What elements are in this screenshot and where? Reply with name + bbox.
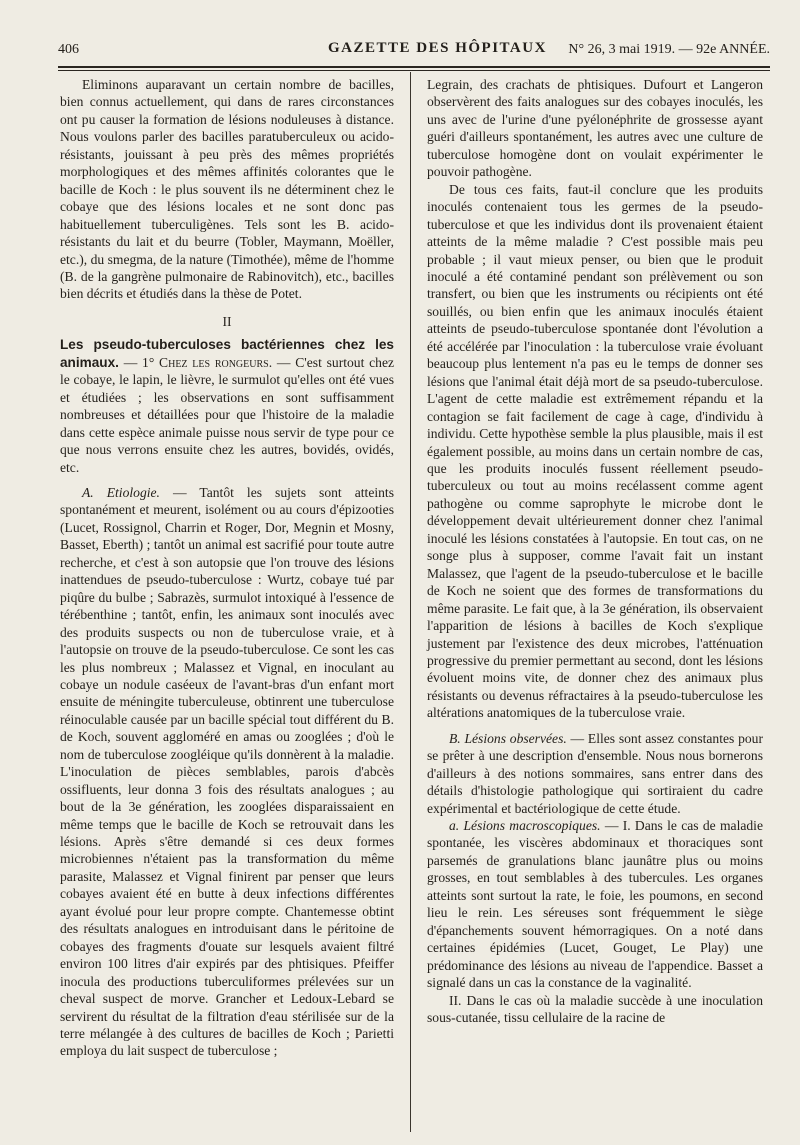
column-divider (410, 72, 411, 1132)
page-number: 406 (58, 42, 79, 57)
etiology-paragraph: A. Etiologie. — Tantôt les sujets sont atteints spontanément et meurent, isolément ou au cours d'épizooties (Lucet, Rossignol, Charrin et Roger, Dor, Megnin et Mosny, Basset, Eberth) ; tantôt un animal est sacrifié pour toute autre recherche, et c'est à son autopsie que l'on trouve des lésions inattendues de pseudo-tuberculose : Wurtz, cobaye tué par piqûre du bulbe ; Sabrazès, surmulot intoxiqué à l'essence de térébenthine ; tantôt, enfin, les animaux sont inoculés avec des produits suspects ou non de tuberculose vraie, et à l'autopsie on trouve de la pseudo-tuberculose. Ce sont les cas les plus nombreux ; Malassez et Vignal, en inoculant au cobaye un nodule caséeux de l'avant-bras d'un enfant mort ensuite de méningite tuberculeuse, obtinrent une tuberculose réinoculable causée par un bacille spécial tout différent du B. de Koch, souvent aggloméré en amas ou zooglées ; d'où le nom de tuberculose zoogléique qu'ils donnèrent à la maladie. L'inoculation de pièces semblables, parois d'abcès ossifluents, leur donna 3 fois des résultats analogues ; au bout de la 3e génération, les zooglées disparaissaient en même temps que le bacille de Koch se retrouvait dans les lésions. Après s'être demandé si ces deux formes microbiennes n'étaient pas la transformation du même parasite, Malassez et Vignal finirent par penser que leurs cobayes avaient été en butte à deux infections différentes ayant évolué pour leur propre compte. Chantemesse obtint des résultats analogues en introduisant dans le péritoine de cobayes des fragments d'ouate sur lesquels avaient filtré environ 100 litres d'air expirés par des phtisiques. Pfeiffer inocula des productions tuberculiformes prélevées sur un cheval suspect de morve. Grancher et Ledoux-Lebard se servirent du résultat de la filtration d'eau stérilisée sur de la terre mélangée à des cultures de bacilles de Koch ; Parietti employa du lait suspect de tuberculose ; (60, 484, 394, 1059)
journal-title: GAZETTE DES HÔPITAUX (328, 40, 547, 56)
section-number: II (222, 313, 232, 329)
paragraph-text: C'est surtout chez le cobaye, le lapin, le lièvre, le surmulot qu'elles ont été vues et étudiées ; les observations en sont suffisamment nombreuses et détaillées pour que l'histoire de la maladie dans cette espèce animale puisse nous servir de type pour ce que nous verrons ensuite chez les autres, bovidés, ovidés, etc. (60, 354, 395, 475)
paragraph-label: a. Lésions macroscopiques. (449, 818, 601, 834)
paragraph-text: Elles sont assez constantes pour se prêter à une description d'ensemble. Nous nous bornerons d'ailleurs à des notions sommaires, sans entrer dans des détails d'histologie pathologique qui sortiraient du cadre expérimental et bactériologique de cette étude. (427, 730, 763, 816)
page-header (58, 38, 770, 68)
paragraph: Legrain, des crachats de phtisiques. Dufourt et Langeron observèrent des faits analogues sur des cobayes inoculés, les uns avec de l'urine d'une pyélonéphrite de grossesse ayant guéri d'ailleurs spontanément, les autres avec une culture de tuberculose homogène dont on voulait expérimenter le pouvoir pathogène. (427, 77, 763, 180)
paragraph-label: B. Lésions observées. (449, 730, 567, 746)
paragraph-text: I. Dans le cas de maladie spontanée, les viscères abdominaux et thoraciques sont parsemés de granulations blanc jaunâtre plus ou moins grosses, en tout semblables à des tubercules. Les organes atteints sont surtout la rate, le foie, les poumons, en second lieu le rein. Les séreuses sont fréquemment le siège d'épanchements souvent hémorragiques. On a noté dans certaines épidémies (Lucet, Gouget, Le Play) une prédominance des lésions au niveau de l'appendice. Basset a signalé dans un cas la constance de la vaginalité. (427, 818, 763, 991)
lesions-paragraph: B. Lésions observées. — Elles sont assez constantes pour se prêter à une description d'ensemble. Nous nous bornerons d'ailleurs à des notions sommaires, sans entrer dans des détails d'histologie pathologique qui sortiraient du cadre expérimental et bactériologique de cette étude. (427, 730, 763, 816)
section-title: Les pseudo-tuberculoses bactériennes chez les animaux. (60, 337, 394, 370)
right-column (427, 76, 763, 1026)
paragraph-label: A. Etiologie. (82, 484, 160, 500)
left-column (60, 76, 394, 1060)
paragraph: Eliminons auparavant un certain nombre de bacilles, bien connus actuellement, qui dans de rares circonstances ont pu causer la formation de lésions noduleuses à distance. Nous voulons parler des bacilles paratuberculeux ou acido-résistants, jouissant à peu près des mêmes propriétés morphologiques et des mêmes affinités colorantes que le bacille de Koch : le plus souvent ils ne déterminent chez le cobaye que des lésions locales et ne sont donc pas habituellement tuberculigènes. Tels sont les B. acido-résistants du lait et du beurre (Tobler, Maymann, Moëller, etc.), du smegma, de la nature (Timothée), même de l'homme (B. de la gangrène pulmonaire de Rabinovitch), etc., bacilles bien décrits et étudiés dans la thèse de Potet. (60, 77, 394, 302)
issue-info: N° 26, 3 mai 1919. — 92e ANNÉE. (568, 42, 770, 57)
paragraph: De tous ces faits, faut-il conclure que les produits inoculés contenaient tous les germes de la pseudo-tuberculose et que les individus dont ils provenaient étaient atteints de la même maladie ? C'est possible mais peu probable ; il vaut mieux penser, ou bien que le produit inoculé a été contaminé pendant son prélèvement ou son transfert, ou bien que les instruments ou récipients ont été souillés, ou bien enfin que les animaux inoculés étaient atteints de pseudo-tuberculose spontanée dont l'évolution a été accélérée par l'inoculation : la tuberculose vraie évoluant beaucoup plus lentement n'a pas eu le temps de donner ses lésions que l'animal était déjà mort de sa pseudo-tuberculose. L'agent de cette maladie est extrêmement répandu et la contagion se fait facilement de cage à cage, d'individu à individu. Cette hypothèse semble la plus plausible, mais il est également possible, au moins dans un certain nombre de cas, que les produits inoculés fussent réellement pseudo-tuberculeux ou tout au moins recélassent comme agent pathogène ou comme saprophyte le microbe dont le développement devait ultérieurement donner chez l'animal inoculé les lésions constatées à l'autopsie. En tout cas, on ne songe plus à supposer, comme l'avait fait un instant Malassez, que l'agent de la pseudo-tuberculose et le bacille de Koch ne soient que des formes de transformations du même parasite. Le fait que, à la 3e génération, ils observaient l'apparition de lésions à bacilles de Koch s'explique justement par l'existence des deux microbes, l'atténuation progressive du premier permettant au second, dont les lésions évoluent moins vite, de donner chez des animaux plus résistants ou devenus réfractaires à la pseudo-tuberculose les altérations anatomiques de la tuberculose vraie. (427, 181, 763, 721)
paragraph: II. Dans le cas où la maladie succède à une inoculation sous-cutanée, tissu cellulaire de la racine de (427, 992, 763, 1026)
paragraph-text: Tantôt les sujets sont atteints spontanément et meurent, isolément ou au cours d'épizooties (Lucet, Rossignol, Charrin et Roger, Dor, Megnin et Mosny, Basset, Eberth) ; tantôt un animal est sacrifié pour toute autre recherche, et c'est à son autopsie que l'on trouve des lésions inattendues de pseudo-tuberculose : Wurtz, cobaye tué par piqûre du bulbe ; Sabrazès, surmulot intoxiqué à l'essence de térébenthine ; tantôt, enfin, les animaux sont inoculés avec des produits suspects ou non de tuberculose vraie, et à l'autopsie on trouve de la pseudo-tuberculose. Ce sont les cas les plus nombreux ; Malassez et Vignal, en inoculant au cobaye un nodule caséeux de l'avant-bras d'un enfant mort ensuite de méningite tuberculeuse, obtinrent une tuberculose réinoculable causée par un bacille spécial tout différent du B. de Koch, souvent aggloméré en amas ou zooglées ; d'où le nom de tuberculose zoogléique qu'ils donnèrent à la maladie. L'inoculation de pièces semblables, parois d'abcès ossifluents, leur donna 3 fois des résultats analogues ; au bout de la 3e génération, les zooglées disparaissaient en même temps que le bacille de Koch se retrouvait dans les lésions. Après s'être demandé si ces deux formes microbiennes n'étaient pas la transformation du même parasite, Malassez et Vignal finirent par penser que leurs cobayes avaient été en butte à deux infections différentes ayant évolué pour leur propre compte. Chantemesse obtint des résultats analogues en introduisant dans le péritoine de cobayes des fragments d'ouate sur lesquels avaient filtré environ 100 litres d'air expirés par des phtisiques. Pfeiffer inocula des productions tuberculiformes prélevées sur un cheval suspect de morve. Grancher et Ledoux-Lebard se servirent du résultat de la filtration d'eau stérilisée sur de la terre mélangée à des cultures de bacilles de Koch ; Parietti employa du lait suspect de tuberculose ; (60, 484, 394, 1059)
subsection-label: 1° Chez les rongeurs. (142, 354, 273, 370)
section-heading-paragraph: Les pseudo-tuberculoses bactériennes chez les animaux. — 1° Chez les rongeurs. — C'est surtout chez le cobaye, le lapin, le lièvre, le surmulot qu'elles ont été vues et étudiées ; les observations en sont suffisamment nombreuses et détaillées pour que l'histoire de la maladie dans cette espèce animale puisse nous servir de type pour ce que nous verrons ensuite chez les autres, bovidés, ovidés, etc. (60, 337, 395, 475)
macroscopic-paragraph: a. Lésions macroscopiques. — I. Dans le cas de maladie spontanée, les viscères abdominaux et thoraciques sont parsemés de granulations blanc jaunâtre plus ou moins grosses, en tout semblables à des tubercules. Les organes atteints sont surtout la rate, le foie, les poumons, en second lieu le rein. Les séreuses sont fréquemment le siège d'épanchements souvent hémorragiques. On a noté dans certaines épidémies (Lucet, Gouget, Le Play) une prédominance des lésions au niveau de l'appendice. Basset a signalé dans un cas la constance de la vaginalité. (427, 818, 763, 991)
